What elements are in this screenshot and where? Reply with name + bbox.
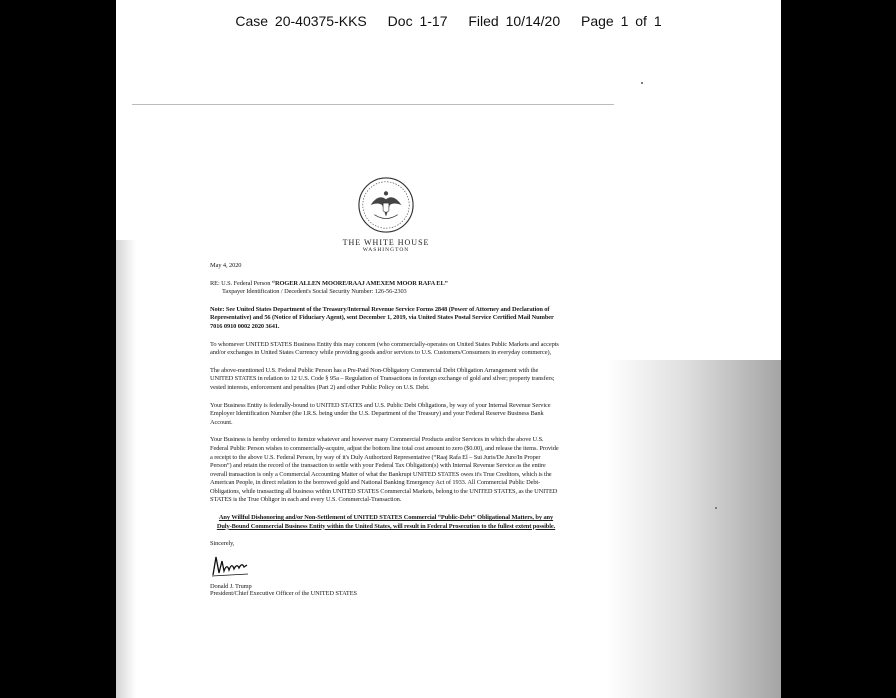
closing: Sincerely, xyxy=(210,540,235,548)
letterhead-title: THE WHITE HOUSE xyxy=(342,238,430,247)
signer-block xyxy=(210,583,562,598)
filed-date: Filed 10/14/20 xyxy=(468,13,561,29)
note-paragraph: Note: See United States Department of the Treasury/Internal Revenue Service Forms 2848 (Power of Attorney and Declaration of Representative) and 56 (Notice of Fiduciary Agent), sent December 1, 2019, via United States Postal Service Certified Mail Number 7016 0910 0002 2020 3641. xyxy=(210,305,554,330)
paragraph-4: Your Business is hereby ordered to itemize whatever and however many Commercial Products and/or Services in which the above U.S. Federal Public Person wishes to commercially-acquire, adjust the bottom line total cost amount to zero ($0.00), and release the items. Provide a receipt to the above U.S. Federal Person, by way of it's Duly Authorized Representative (“Raaj Rafa El – Sui Juris/De Jure/In Proper Person”) and retain the record of the transaction to settle with your Federal Tax Obligation(s) with Internal Revenue Service as the entire overall transaction is only a Commercial Accounting Matter of what the Bankrupt UNITED STATES owes it's True Creditors, which is the American People, in direct relation to the borrowed gold and National Banking Emergency Act of 1933. All Commercial Public Debt-Obligations, while transacting all business within UNITED STATES Commercial Markets, belong to the UNITED STATES, as the UNITED STATES is the True Obligor in each and every U.S. Commercial-Transaction. xyxy=(210,436,559,504)
case-number: Case 20-40375-KKS xyxy=(235,13,367,29)
page-number: Page 1 of 1 xyxy=(581,13,662,29)
document-page xyxy=(116,0,781,698)
signature-icon xyxy=(210,553,250,579)
letter-date: May 4, 2020 xyxy=(210,262,242,269)
scan-edge-line xyxy=(132,104,614,105)
paragraph-2: The above-mentioned U.S. Federal Public Person has a Pre-Paid Non-Obligatory Commercial Debt Obligation Arrangement with the UNITED STATES in relation to 12 U.S. Code § 95a – Regulation of Transactions in foreign exchange of gold and silver; property transfers; vested interests, enforcement and penalties (Part 2) and other Public Policy on U.S. Debt. xyxy=(210,366,555,391)
scan-shadow-left xyxy=(116,240,136,698)
re-prefix: RE: U.S. Federal Person xyxy=(210,279,272,287)
signer-title: President/Chief Executive Officer of the UNITED STATES xyxy=(210,590,357,598)
scan-shadow-right xyxy=(606,360,781,698)
letter xyxy=(210,176,562,598)
re-line xyxy=(210,280,562,297)
letterhead-subtitle: WASHINGTON xyxy=(362,247,410,253)
court-header xyxy=(116,13,781,29)
doc-number: Doc 1-17 xyxy=(387,13,448,29)
signer-name: Donald J. Trump xyxy=(210,582,252,590)
paragraph-1: To whomever UNITED STATES Business Entity this may concern (who commercially-operates on United States Public Markets and accepts and/or exchanges in United States Currency while providing goods and/or services to U.S. Customers/Consumers in everyday commerce), xyxy=(210,340,559,357)
re-taxpayer-id: Taxpayer Identification / Decedent's Social Security Number: 126-56-2303 xyxy=(222,288,407,296)
scan-speck xyxy=(641,82,643,84)
presidential-seal-icon xyxy=(357,176,415,234)
paragraph-3: Your Business Entity is federally-bound to UNITED STATES and U.S. Public Debt Obligations, by way of your Internal Revenue Service Employer Identification Number (the I.R.S. being under the U.S. Department of the Treasury) and your Federal Reserve Business Bank Account. xyxy=(210,401,551,426)
re-name: “ROGER ALLEN MOORE/RAAJ AMEXEM MOOR RAFA EL” xyxy=(271,279,448,287)
warning-paragraph: Any Willful Dishonoring and/or Non-Settlement of UNITED STATES Commercial “Public-Debt” Obligational Matters, by any Duly-Bound Commercial Business Entity within the United States, will result in Federal Prosecution to the fullest extent possible. xyxy=(216,514,556,530)
